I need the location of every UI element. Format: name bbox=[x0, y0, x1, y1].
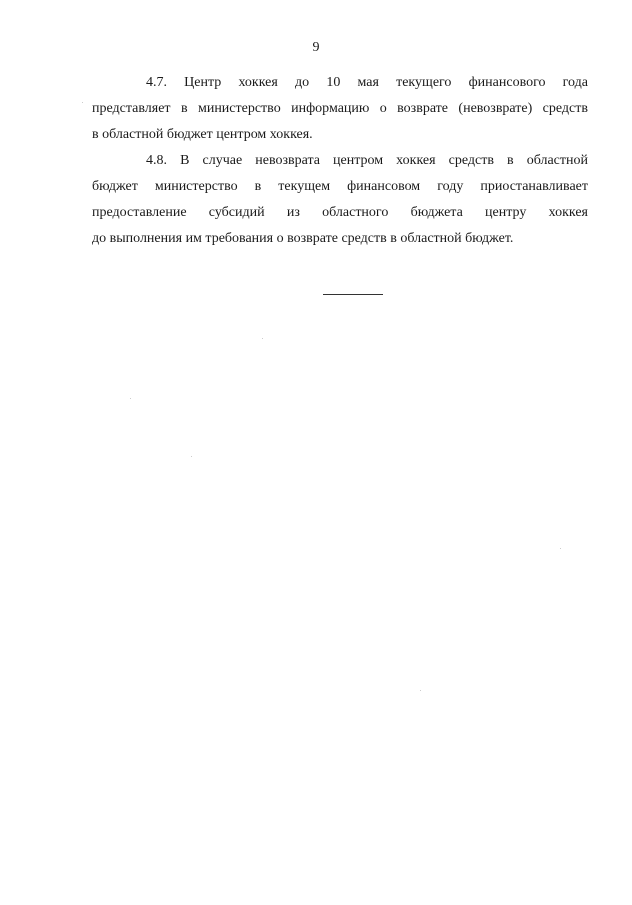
text-line: 4.8. В случае невозврата центром хоккея средств в областной bbox=[146, 153, 588, 168]
scan-speck bbox=[82, 102, 83, 103]
end-separator-line bbox=[323, 294, 383, 295]
text-line: 4.7. Центр хоккея до 10 мая текущего финансового года bbox=[146, 75, 588, 90]
text-line: представляет в министерство информацию о возврате (невозврате) средств bbox=[92, 101, 588, 116]
document-body bbox=[92, 70, 588, 252]
scan-speck bbox=[560, 548, 561, 549]
scan-speck bbox=[130, 398, 131, 399]
text-line: предоставление субсидий из областного бюджета центру хоккея bbox=[92, 205, 588, 220]
text-line: до выполнения им требования о возврате средств в областной бюджет. bbox=[92, 231, 514, 246]
scan-speck bbox=[191, 456, 192, 457]
scan-speck bbox=[420, 690, 421, 691]
text-line: в областной бюджет центром хоккея. bbox=[92, 127, 313, 142]
paragraph-4-8 bbox=[92, 148, 588, 252]
text-line: бюджет министерство в текущем финансовом году приостанавливает bbox=[92, 179, 588, 194]
page-number: 9 bbox=[312, 40, 320, 55]
paragraph-4-7 bbox=[92, 70, 588, 148]
scan-speck bbox=[262, 338, 263, 339]
